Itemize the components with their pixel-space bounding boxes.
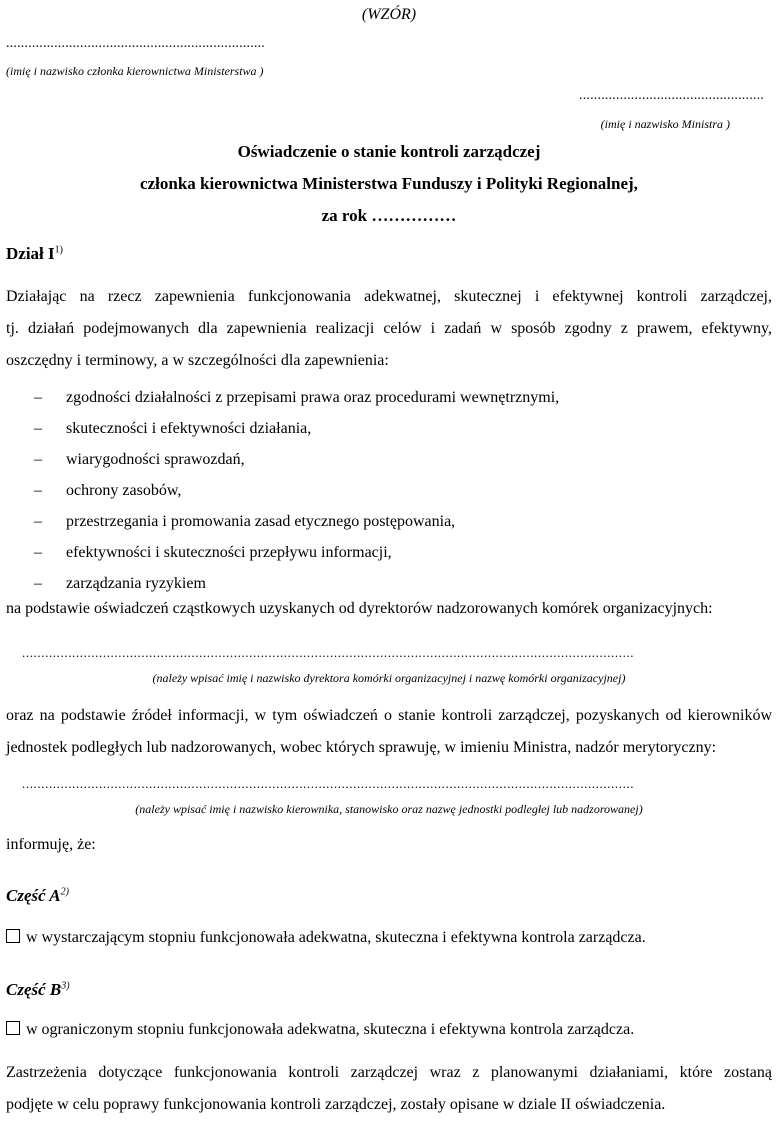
member-name-caption: (imię i nazwisko członka kierownictwa Ministerstwa ): [6, 64, 264, 78]
part-b-option: [6, 1021, 634, 1039]
reservation-line-1: Zastrzeżenia dotyczące funkcjonowania kontroli zarządczej wraz z planowanymi działaniami, które zostaną: [6, 1064, 772, 1081]
list-item-text: przestrzegania i promowania zasad etycznego postępowania,: [66, 513, 456, 530]
part-a-checkbox[interactable]: [6, 929, 20, 943]
intro-line-1: Działając na rzecz zapewnienia funkcjonowania adekwatnej, skutecznej i efektywnej kontroli zarządczej,: [6, 288, 772, 305]
list-dash: –: [34, 513, 42, 530]
intro-line-3: oszczędny i terminowy, a w szczególności dla zapewnienia:: [6, 352, 389, 369]
list-item-text: zgodności działalności z przepisami prawa oraz procedurami wewnętrznymi,: [66, 389, 560, 406]
footnote-ref: 3): [61, 980, 70, 992]
list-item: [6, 568, 559, 599]
section-heading: [6, 244, 63, 264]
list-dash: –: [34, 575, 42, 592]
list-item-text: skuteczności i efektywności działania,: [66, 420, 312, 437]
list-item: [6, 413, 559, 444]
list-dash: –: [34, 544, 42, 561]
list-dash: –: [34, 451, 42, 468]
list-item: [6, 506, 559, 537]
intro-paragraph: [6, 281, 772, 377]
unit-head-placeholder: ...............................................................................................................................................................: [22, 776, 635, 791]
also-line-2: jednostek podległych lub nadzorowanych, wobec których sprawuję, w imieniu Ministra, nadzór merytoryczny:: [6, 739, 717, 756]
minister-name-placeholder: ..................................................: [579, 88, 764, 103]
template-label: (WZÓR): [361, 6, 417, 23]
director-note: (należy wpisać imię i nazwisko dyrektora komórki organizacyjnej i nazwę komórki organizacyjnej): [152, 671, 626, 685]
footnote-ref: 1): [54, 244, 63, 256]
part-b-heading-text: Część B: [6, 980, 62, 999]
list-item-text: wiarygodności sprawozdań,: [66, 451, 245, 468]
part-b-checkbox[interactable]: [6, 1021, 20, 1035]
basis-line: na podstawie oświadczeń cząstkowych uzyskanych od dyrektorów nadzorowanych komórek organizacyjnych:: [6, 600, 713, 617]
list-dash: –: [34, 420, 42, 437]
list-dash: –: [34, 389, 42, 406]
part-a-option: [6, 929, 646, 947]
list-dash: –: [34, 482, 42, 499]
objectives-list: [6, 382, 559, 599]
minister-name-caption: (imię i nazwisko Ministra ): [600, 117, 730, 131]
document-title-line-2: członka kierownictwa Ministerstwa Funduszy i Polityki Regionalnej,: [140, 174, 638, 193]
list-item-text: ochrony zasobów,: [66, 482, 182, 499]
document-title-line-3: za rok ……………: [321, 206, 457, 225]
document-title-line-1: Oświadczenie o stanie kontroli zarządczej: [237, 142, 541, 161]
list-item: [6, 382, 559, 413]
list-item-text: zarządzania ryzykiem: [66, 575, 206, 592]
part-a-heading-text: Część A: [6, 886, 61, 905]
part-b-option-text: w ograniczonym stopniu funkcjonowała adekwatna, skuteczna i efektywna kontrola zarządcza.: [26, 1021, 635, 1038]
inform-line: informuję, że:: [6, 836, 96, 853]
part-a-heading: [6, 886, 69, 906]
member-name-placeholder: ......................................................................: [6, 36, 265, 51]
section-heading-text: Dział I: [6, 244, 55, 263]
list-item: [6, 475, 559, 506]
list-item-text: efektywności i skuteczności przepływu informacji,: [66, 544, 392, 561]
unit-head-note: (należy wpisać imię i nazwisko kierownika, stanowisko oraz nazwę jednostki podległej lub nadzorowanej): [135, 802, 643, 816]
reservation-line-2: podjęte w celu poprawy funkcjonowania kontroli zarządczej, zostały opisane w dziale II oświadczenia.: [6, 1096, 666, 1113]
reservation-paragraph: [6, 1057, 772, 1121]
intro-line-2: tj. działań podejmowanych dla zapewnienia realizacji celów i zadań w sposób zgodny z prawem, efektywny,: [6, 320, 772, 337]
part-a-option-text: w wystarczającym stopniu funkcjonowała adekwatna, skuteczna i efektywna kontrola zarządcza.: [26, 929, 646, 946]
part-b-heading: [6, 980, 70, 1000]
list-item: [6, 444, 559, 475]
also-paragraph: [6, 700, 772, 764]
list-item: [6, 537, 559, 568]
director-placeholder: ...............................................................................................................................................................: [22, 645, 635, 660]
also-line-1: oraz na podstawie źródeł informacji, w tym oświadczeń o stanie kontroli zarządczej, pozyskanych od kierowników: [6, 707, 772, 724]
footnote-ref: 2): [60, 886, 69, 898]
